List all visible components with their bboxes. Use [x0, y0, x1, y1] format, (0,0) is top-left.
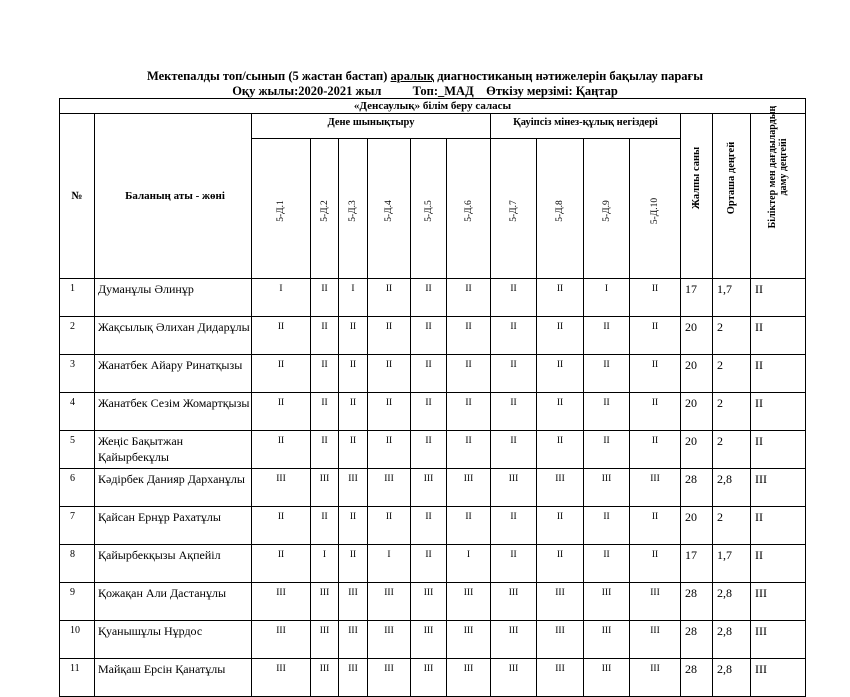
development-level: II [751, 431, 806, 469]
title-part1: Мектепалды топ/сынып (5 жастан бастап) [147, 69, 391, 83]
document-title-line1 [0, 69, 850, 83]
development-level: II [751, 507, 806, 545]
skill-level: III [368, 659, 411, 697]
total-score: 20 [681, 317, 713, 355]
child-name: Қожақан Али Дастанұлы [95, 583, 252, 621]
skill-level: I [252, 279, 311, 317]
average-level: 1,7 [713, 545, 751, 583]
skill-level: III [491, 621, 537, 659]
total-score: 28 [681, 469, 713, 507]
table-row [60, 469, 806, 507]
total-score: 28 [681, 583, 713, 621]
development-level: II [751, 393, 806, 431]
skill-level: II [491, 393, 537, 431]
row-number: 5 [60, 431, 95, 469]
child-name: Кәдірбек Данияр Дарханұлы [95, 469, 252, 507]
skill-level: III [411, 659, 447, 697]
skill-level: II [447, 317, 491, 355]
skill-level: II [339, 355, 368, 393]
row-number: 7 [60, 507, 95, 545]
table-row [60, 393, 806, 431]
skill-level: II [252, 507, 311, 545]
skill-level: III [311, 469, 339, 507]
skill-level: II [630, 279, 681, 317]
total-score: 20 [681, 393, 713, 431]
skill-level: II [491, 431, 537, 469]
skill-level: II [491, 317, 537, 355]
average-level: 2 [713, 507, 751, 545]
development-level: II [751, 279, 806, 317]
total-score: 17 [681, 545, 713, 583]
child-name: Қайырбекқызы Ақпейіл [95, 545, 252, 583]
skill-level: II [630, 317, 681, 355]
skill-level: II [537, 507, 584, 545]
row-number: 1 [60, 279, 95, 317]
skill-level: III [537, 469, 584, 507]
table-row [60, 507, 806, 545]
skill-header: 5-Д.9 [584, 139, 630, 279]
skill-level: II [537, 279, 584, 317]
skill-level: III [339, 583, 368, 621]
skill-level: III [537, 583, 584, 621]
skill-header: 5-Д.2 [311, 139, 339, 279]
child-name: Жеңіс Бақытжан Қайырбекұлы [95, 431, 252, 469]
average-level: 2 [713, 431, 751, 469]
total-score: 20 [681, 507, 713, 545]
skill-level: II [252, 355, 311, 393]
row-number: 8 [60, 545, 95, 583]
average-header: Орташа деңгей [713, 114, 751, 279]
skill-level: II [447, 431, 491, 469]
skill-level: II [537, 545, 584, 583]
skill-level: III [252, 621, 311, 659]
skill-level: I [339, 279, 368, 317]
child-name: Жақсылық Әлихан Дидарұлы [95, 317, 252, 355]
skill-level: III [447, 621, 491, 659]
skill-level: II [537, 355, 584, 393]
table-row [60, 621, 806, 659]
total-score: 28 [681, 621, 713, 659]
skill-level: III [584, 621, 630, 659]
skill-level: II [311, 431, 339, 469]
skill-level: II [411, 431, 447, 469]
skill-level: III [447, 659, 491, 697]
total-score: 28 [681, 659, 713, 697]
skill-level: III [491, 659, 537, 697]
average-level: 2 [713, 317, 751, 355]
skill-level: II [339, 545, 368, 583]
skill-level: III [584, 583, 630, 621]
total-score: 20 [681, 355, 713, 393]
skill-level: III [311, 583, 339, 621]
skill-level: II [368, 431, 411, 469]
skill-level: III [411, 583, 447, 621]
development-level: II [751, 545, 806, 583]
skill-level: II [537, 431, 584, 469]
skill-level: III [368, 621, 411, 659]
skill-level: III [630, 659, 681, 697]
skill-level: III [584, 659, 630, 697]
name-header: Баланың аты - жөні [95, 114, 252, 279]
total-score: 17 [681, 279, 713, 317]
skill-level: II [537, 317, 584, 355]
skill-level: III [630, 583, 681, 621]
group-physical-education: Дене шынықтыру [252, 114, 491, 139]
skill-level: II [447, 393, 491, 431]
skill-level: II [311, 507, 339, 545]
skill-level: III [411, 469, 447, 507]
skill-level: III [447, 469, 491, 507]
group-safe-behavior: Қауіпсіз мінез-құлық негіздері [491, 114, 681, 139]
skill-level: II [447, 507, 491, 545]
skill-level: II [252, 545, 311, 583]
skill-level: II [411, 393, 447, 431]
skill-level: II [311, 317, 339, 355]
skill-level: II [368, 279, 411, 317]
skill-header: 5-Д.5 [411, 139, 447, 279]
row-number: 6 [60, 469, 95, 507]
skill-level: II [368, 317, 411, 355]
skill-level: II [411, 507, 447, 545]
development-level-header: Біліктер мен дағдылардың даму деңгейі [751, 114, 806, 279]
skill-level: II [630, 431, 681, 469]
child-name: Думанұлы Әлинұр [95, 279, 252, 317]
diagnostics-table [59, 98, 806, 697]
average-level: 2,8 [713, 659, 751, 697]
skill-level: II [311, 279, 339, 317]
skill-level: II [630, 393, 681, 431]
skill-level: III [447, 583, 491, 621]
skill-level: III [311, 621, 339, 659]
child-name: Майқаш Ерсін Қанатұлы [95, 659, 252, 697]
skill-level: III [339, 469, 368, 507]
row-number: 3 [60, 355, 95, 393]
child-name: Жанатбек Айару Ринатқызы [95, 355, 252, 393]
skill-level: III [630, 621, 681, 659]
skill-level: I [368, 545, 411, 583]
skill-level: II [339, 393, 368, 431]
title-underlined-word: аралық [390, 69, 435, 83]
skill-level: II [630, 545, 681, 583]
row-number: 4 [60, 393, 95, 431]
document-title-line2: Оқу жылы:2020-2021 жыл Топ:_МАД Өткізу мерзімі: Қаңтар [232, 84, 618, 98]
development-level: III [751, 469, 806, 507]
development-level: III [751, 583, 806, 621]
skill-level: III [537, 621, 584, 659]
row-number: 11 [60, 659, 95, 697]
table-row [60, 659, 806, 697]
skill-level: II [630, 355, 681, 393]
skill-level: II [630, 507, 681, 545]
row-number: 9 [60, 583, 95, 621]
table-row [60, 545, 806, 583]
skill-level: III [491, 469, 537, 507]
skill-level: II [537, 393, 584, 431]
average-level: 2,8 [713, 583, 751, 621]
row-number: 10 [60, 621, 95, 659]
development-level: II [751, 317, 806, 355]
skill-level: II [368, 393, 411, 431]
average-level: 2,8 [713, 469, 751, 507]
skill-level: III [630, 469, 681, 507]
number-header: № [60, 114, 95, 279]
skill-level: I [311, 545, 339, 583]
skill-header: 5-Д.4 [368, 139, 411, 279]
skill-level: II [368, 355, 411, 393]
average-level: 2 [713, 393, 751, 431]
table-row [60, 279, 806, 317]
skill-level: II [252, 317, 311, 355]
skill-level: II [491, 545, 537, 583]
title-part2: диагностиканың нәтижелерін бақылау парағы [434, 69, 703, 83]
skill-level: II [411, 355, 447, 393]
skill-level: III [537, 659, 584, 697]
skill-level: II [252, 431, 311, 469]
average-level: 2 [713, 355, 751, 393]
skill-level: II [368, 507, 411, 545]
skill-level: II [311, 393, 339, 431]
skill-level: I [584, 279, 630, 317]
skill-level: III [311, 659, 339, 697]
skill-level: II [584, 545, 630, 583]
skill-level: II [411, 279, 447, 317]
area-title: «Денсаулық» білім беру саласы [60, 99, 806, 114]
skill-level: II [311, 355, 339, 393]
child-name: Жанатбек Сезім Жомартқызы [95, 393, 252, 431]
skill-level: II [584, 355, 630, 393]
skill-level: III [339, 621, 368, 659]
skill-header: 5-Д.8 [537, 139, 584, 279]
row-number: 2 [60, 317, 95, 355]
skill-level: II [491, 279, 537, 317]
skill-level: II [447, 355, 491, 393]
skill-level: II [411, 317, 447, 355]
skill-header: 5-Д.6 [447, 139, 491, 279]
skill-level: II [491, 355, 537, 393]
skill-level: III [252, 583, 311, 621]
skill-header: 5-Д.10 [630, 139, 681, 279]
skill-level: II [584, 507, 630, 545]
skill-level: II [339, 317, 368, 355]
skill-header: 5-Д.7 [491, 139, 537, 279]
child-name: Қуанышұлы Нұрдос [95, 621, 252, 659]
skill-level: II [447, 279, 491, 317]
skill-level: II [339, 507, 368, 545]
skill-level: II [411, 545, 447, 583]
skill-level: II [491, 507, 537, 545]
development-level: III [751, 659, 806, 697]
skill-level: I [447, 545, 491, 583]
skill-level: III [339, 659, 368, 697]
total-score: 20 [681, 431, 713, 469]
skill-level: II [584, 317, 630, 355]
skill-level: III [411, 621, 447, 659]
child-name: Қайсан Ернұр Рахатұлы [95, 507, 252, 545]
table-row [60, 431, 806, 469]
average-level: 1,7 [713, 279, 751, 317]
total-header: Жалпы саны [681, 114, 713, 279]
skill-level: II [339, 431, 368, 469]
skill-level: III [491, 583, 537, 621]
skill-level: II [252, 393, 311, 431]
development-level: II [751, 355, 806, 393]
development-level: III [751, 621, 806, 659]
skill-level: III [252, 659, 311, 697]
skill-level: III [368, 583, 411, 621]
skill-level: III [368, 469, 411, 507]
skill-header: 5-Д.1 [252, 139, 311, 279]
table-row [60, 355, 806, 393]
skill-level: III [252, 469, 311, 507]
skill-level: II [584, 393, 630, 431]
table-row [60, 317, 806, 355]
skill-level: II [584, 431, 630, 469]
skill-header: 5-Д.3 [339, 139, 368, 279]
average-level: 2,8 [713, 621, 751, 659]
skill-level: III [584, 469, 630, 507]
